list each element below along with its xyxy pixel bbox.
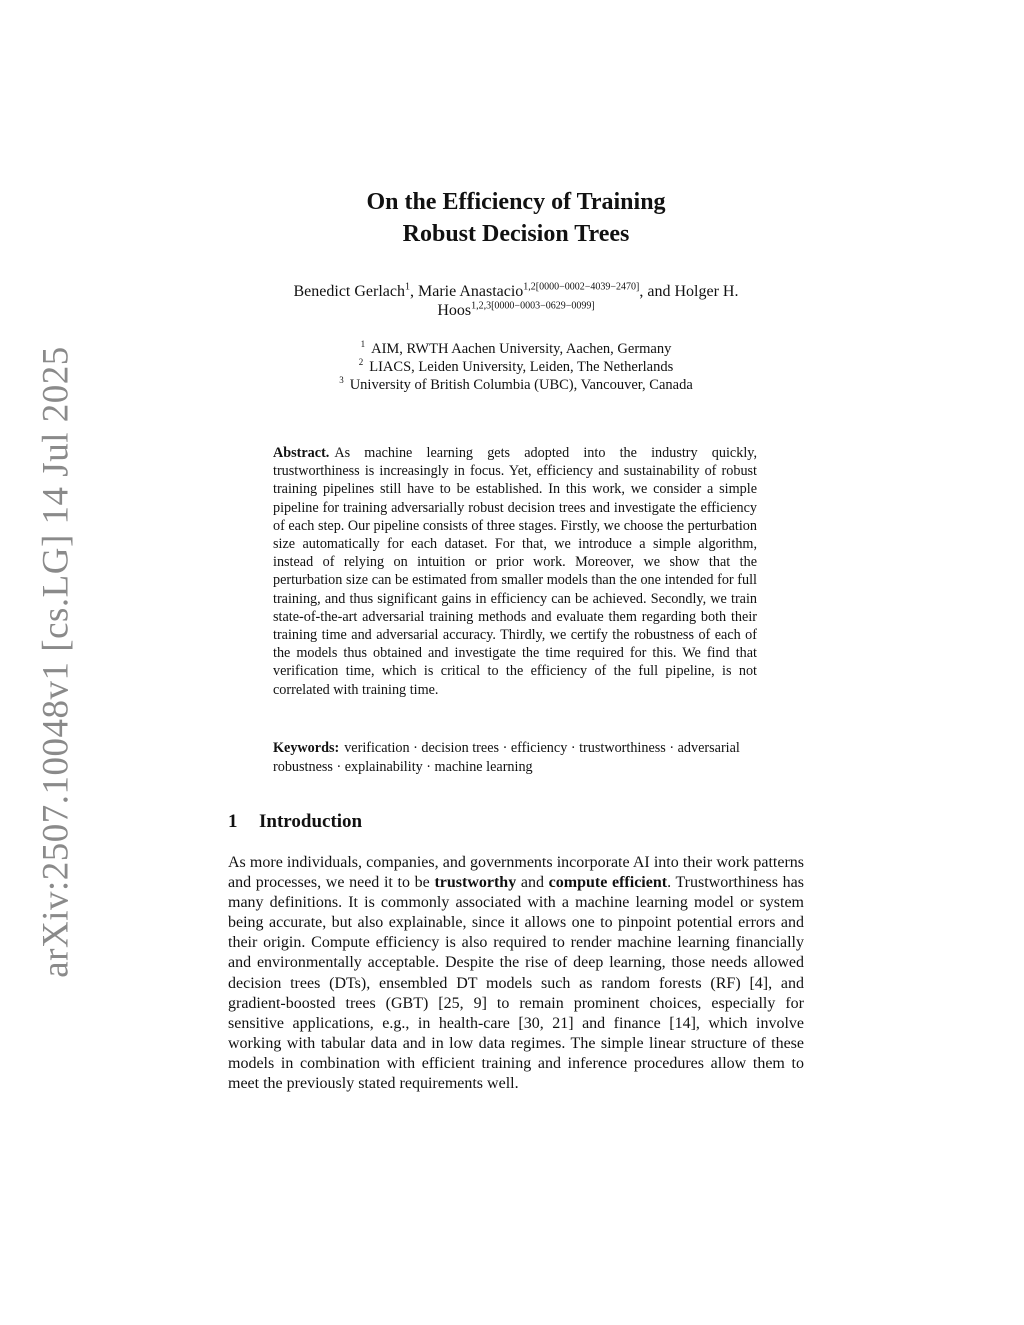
intro-emphasis-compute-efficient: compute efficient [548,874,668,892]
keywords-label: Keywords: [273,740,340,756]
affiliation-number: 3 [339,375,344,386]
section-number: 1 [228,811,238,832]
author-affiliation-marker: 1 [405,281,410,293]
affiliation-item [228,358,804,376]
affiliation-item [228,340,804,358]
introduction-paragraph [228,853,804,1094]
affiliation-text: University of British Columbia (UBC), Vancouver, Canada [349,377,693,393]
section-title: Introduction [259,811,363,832]
affiliation-item [228,376,804,394]
author-affiliation-marker: 1,2[0000−0002−4039−2470] [523,281,640,293]
section-heading-introduction [228,810,362,834]
affiliation-text: LIACS, Leiden University, Leiden, The Netherlands [369,359,674,375]
abstract-label: Abstract. [273,445,330,461]
paper-title-line-1: On the Efficiency of Training [366,189,666,215]
keywords-text: verification · decision trees · efficiency · trustworthiness · adversarial robustness · explainability · machine learning [273,740,740,775]
affiliation-number: 1 [360,339,366,350]
author-name: Holger H. Hoos [437,283,739,319]
intro-text: . Trustworthiness has many definitions. It is commonly associated with a machine learning model or system being accurate, but also explainable, since it allows one to pinpoint potential errors and their origin. Compute efficiency is also required to render machine learning financially and environmentally acceptable. Despite the rise of deep learning, those needs allowed decision trees (DTs), ensembled DT models such as random forests (RF) [4], and gradient-boosted trees (GBT) [25, 9] to remain prominent choices, especially for sensitive applications, e.g., in health-care [30, 21] and finance [14], which involve working with tabular data and in low data regimes. The simple linear structure of these models in combination with efficient training and inference procedures allow them to meet the previously stated requirements well. [228,874,805,1093]
author-separator: , [410,283,418,300]
paper-title [228,186,804,250]
affiliation-list [228,340,804,394]
author-list [228,282,804,320]
abstract [273,444,757,699]
author-separator: , and [639,283,675,300]
author-name: Marie Anastacio [418,283,524,300]
abstract-text: As machine learning gets adopted into the industry quickly, trustworthiness is increasingly in focus. Yet, efficiency and sustainability of robust training pipelines still have to be established. In this work, we consider a simple pipeline for training adversarially robust decision trees and investigate the efficiency of each step. Our pipeline consists of three stages. Firstly, we choose the perturbation size automatically for each dataset. For that, we introduce a simple algorithm, instead of relying on intuition or prior work. Moreover, we show that the perturbation size can be estimated from smaller models than the one intended for full training, and thus significant gains in efficiency can be achieved. Secondly, we train state-of-the-art adversarial training methods and evaluate them regarding both their training time and adversarial accuracy. Thirdly, we certify the robustness of each of the models thus obtained and investigate the time required for this. We find that verification time, which is critical to the efficiency of the full pipeline, is not correlated with training time. [273,445,757,698]
paper-title-line-2: Robust Decision Trees [402,221,630,247]
author-name: Benedict Gerlach [293,283,405,300]
intro-text: and [516,874,549,892]
keywords [273,739,757,776]
affiliation-number: 2 [358,357,364,368]
intro-emphasis-trustworthy: trustworthy [434,874,517,892]
intro-text: As more individuals, companies, and governments incorporate AI into their work patterns and processes, we need it to be [228,854,804,892]
affiliation-text: AIM, RWTH Aachen University, Aachen, Germany [371,341,672,357]
author-affiliation-marker: 1,2,3[0000−0003−0629−0099] [471,300,595,312]
arxiv-identifier-stamp: arXiv:2507.10048v1 [cs.LG] 14 Jul 2025 [35,346,77,978]
